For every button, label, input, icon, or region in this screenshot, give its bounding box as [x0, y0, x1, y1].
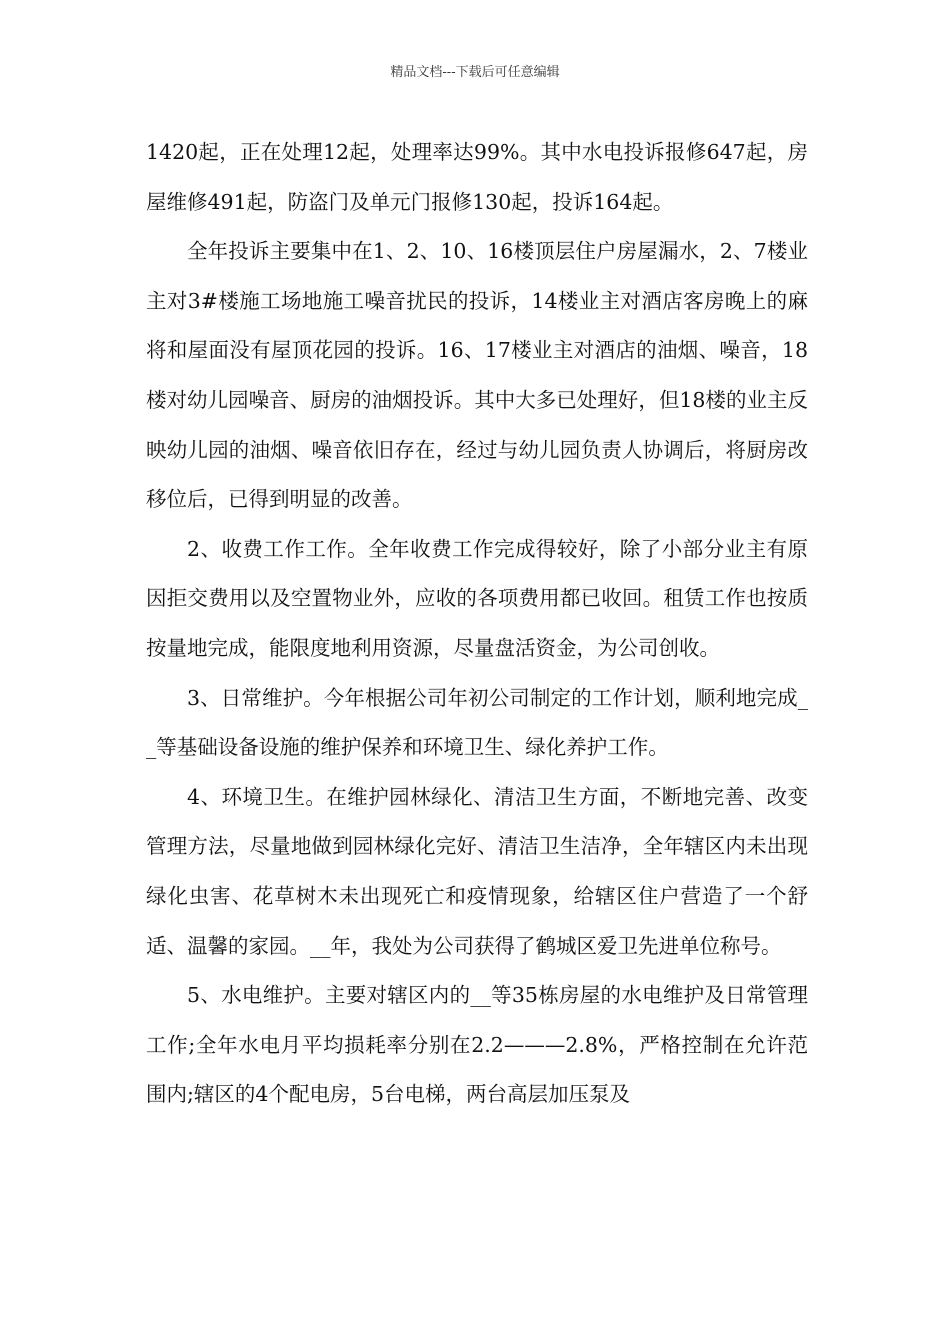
paragraph-daily-maintenance: 3、日常维护。今年根据公司年初公司制定的工作计划，顺利地完成__等基础设备设施的维护保养和环境卫生、绿化养护工作。 — [146, 685, 808, 760]
paragraph-water-electric-maintenance: 5、水电维护。主要对辖区内的__等35栋房屋的水电维护及日常管理工作;全年水电月平均损耗率分别在2.2———2.8%，严格控制在允许范围内;辖区的4个配电房，5台电梯，两台高层加压泵及 — [146, 983, 808, 1107]
page-header: 精品文档---下载后可任意编辑 — [390, 65, 560, 80]
paragraph-complaint-focus: 全年投诉主要集中在1、2、10、16楼顶层住户房屋漏水，2、7楼业主对3#楼施工场地施工噪音扰民的投诉，14楼业主对酒店客房晚上的麻将和屋面没有屋顶花园的投诉。16、17楼业主对酒店的油烟、噪音，18楼对幼儿园噪音、厨房的油烟投诉。其中大多已处理好，但18楼的业主反映幼儿园的油烟、噪音依旧存在，经过与幼儿园负责人协调后，将厨房改移位后，已得到明显的改善。 — [146, 239, 808, 512]
paragraph-environment-hygiene: 4、环境卫生。在维护园林绿化、清洁卫生方面，不断地完善、改变管理方法，尽量地做到园林绿化完好、清洁卫生洁净，全年辖区内未出现绿化虫害、花草树木未出现死亡和疫情现象，给辖区住户营造了一个舒适、温馨的家园。__年，我处为公司获得了鹤城区爱卫先进单位称号。 — [146, 784, 808, 958]
paragraph-fee-collection: 2、收费工作工作。全年收费工作完成得较好，除了小部分业主有原因拒交费用以及空置物业外，应收的各项费用都已收回。租赁工作也按质按量地完成，能限度地利用资源，尽量盘活资金，为公司创收。 — [146, 536, 808, 660]
paragraph-complaint-stats: 1420起，正在处理12起，处理率达99%。其中水电投诉报修647起，房屋维修491起，防盗门及单元门报修130起，投诉164起。 — [146, 140, 808, 214]
document-body — [146, 128, 808, 1120]
